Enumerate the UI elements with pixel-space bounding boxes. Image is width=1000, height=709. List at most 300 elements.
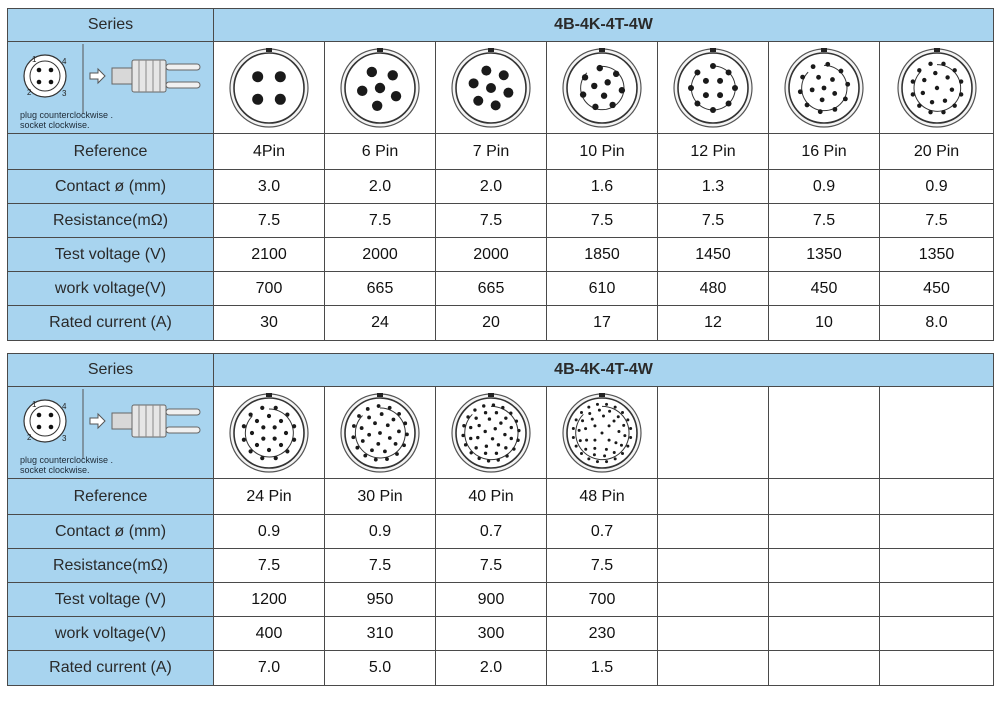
row-label-rated-current: Rated current (A): [8, 306, 214, 341]
pin-contact-dot: [928, 61, 932, 65]
pin-contact-dot: [261, 425, 265, 429]
empty-cell: [658, 515, 769, 549]
test-voltage-cell: 1450: [658, 238, 769, 272]
pin-contact-dot: [732, 85, 738, 91]
rated-current-cell: 20: [436, 306, 547, 341]
pin-contact-dot: [510, 436, 513, 439]
pin-contact-dot: [843, 96, 848, 101]
pin-contact-dot: [604, 79, 610, 85]
caption-line: plug counterclockwise .: [20, 110, 114, 120]
series-value: 4B-4K-4T-4W: [214, 9, 994, 42]
pin-contact-dot: [928, 109, 932, 113]
pin-contact-dot: [703, 77, 709, 83]
rated-current-cell: 24: [325, 306, 436, 341]
row-label-test-voltage: Test voltage (V): [8, 583, 214, 617]
pin-contact-dot: [917, 68, 921, 72]
pin-contact-dot: [285, 412, 289, 416]
pin-contact-dot: [818, 109, 823, 114]
test-voltage-cell: 900: [436, 583, 547, 617]
pin-face-cell: [547, 42, 658, 134]
pin-contact-dot: [580, 452, 583, 455]
pin-contact-dot: [402, 443, 406, 447]
empty-cell: [769, 387, 880, 479]
pin-contact-dot: [273, 425, 277, 429]
7-pin-face-icon: [449, 46, 533, 130]
pin-contact-dot: [822, 85, 827, 90]
pin-contact-dot: [499, 421, 502, 424]
row-label-contact: Contact ø (mm): [8, 515, 214, 549]
pin-contact-dot: [929, 99, 933, 103]
pin-contact-dot: [811, 64, 816, 69]
pin-contact-dot: [580, 410, 583, 413]
caption-line: socket clockwise.: [20, 120, 90, 130]
pin-contact-dot: [620, 443, 623, 446]
pin-contact-dot: [279, 418, 283, 422]
row-label-work-voltage: work voltage(V): [8, 617, 214, 651]
pin-face-cell: [547, 387, 658, 479]
pin-contact-dot: [941, 61, 945, 65]
pin-contact-dot: [476, 435, 479, 438]
pin-contact-dot: [710, 63, 716, 69]
test-voltage-cell: 700: [547, 583, 658, 617]
pin-contact-dot: [374, 457, 378, 461]
pin-contact-dot: [285, 449, 289, 453]
caption-line: socket clockwise.: [20, 465, 90, 475]
pin-contact-dot: [703, 92, 709, 98]
pin-contact-dot: [284, 430, 288, 434]
pin-contact-dot: [581, 419, 584, 422]
pin-contact-dot: [608, 409, 611, 412]
pin-contact-dot: [482, 404, 485, 407]
pin-contact-dot: [584, 447, 587, 450]
pin-contact-dot: [252, 71, 263, 82]
reference-cell: 6 Pin: [325, 134, 436, 170]
pin-contact-dot: [497, 458, 500, 461]
row-label-resistance: Resistance(mΩ): [8, 549, 214, 583]
pin-contact-dot: [249, 449, 253, 453]
pin-contact-dot: [275, 71, 286, 82]
pin-contact-dot: [601, 431, 604, 434]
row-label-rated-current: Rated current (A): [8, 651, 214, 686]
pin-contact-dot: [491, 100, 501, 110]
pin-contact-dot: [820, 97, 825, 102]
work-voltage-cell: 700: [214, 272, 325, 306]
pin-contact-dot: [593, 453, 596, 456]
diagram-number: 4: [62, 57, 67, 66]
pin-contact-dot: [242, 424, 246, 428]
pin-contact-dot: [373, 421, 377, 425]
pin-contact-dot: [275, 93, 286, 104]
pin-contact-dot: [603, 454, 606, 457]
pin-contact-dot: [575, 418, 578, 421]
pin-contact-dot: [845, 81, 850, 86]
pin-face-cell: [325, 42, 436, 134]
work-voltage-cell: 665: [436, 272, 547, 306]
reference-cell: 10 Pin: [547, 134, 658, 170]
pin-contact-dot: [395, 452, 399, 456]
pin-contact-dot: [614, 457, 617, 460]
pin-face-cell: [325, 387, 436, 479]
pin-contact-dot: [487, 459, 490, 462]
empty-cell: [658, 479, 769, 515]
pin-contact-dot: [466, 415, 469, 418]
empty-cell: [769, 479, 880, 515]
pin-contact-dot: [597, 64, 603, 70]
pin-contact-dot: [473, 95, 483, 105]
pin-contact-dot: [608, 424, 611, 427]
pin-contact-dot: [352, 424, 356, 428]
contact-cell: 0.9: [880, 170, 994, 204]
pin-contact-dot: [492, 403, 495, 406]
pin-contact-dot: [958, 79, 962, 83]
pin-contact-dot: [613, 450, 616, 453]
pin-contact-dot: [945, 75, 949, 79]
pin-contact-dot: [816, 74, 821, 79]
pin-face-cell: [880, 42, 994, 134]
pin-contact-dot: [952, 103, 956, 107]
row-label-work-voltage: work voltage(V): [8, 272, 214, 306]
diagram-number: 2: [27, 88, 32, 97]
pin-contact-dot: [588, 412, 591, 415]
pin-contact-dot: [833, 106, 838, 111]
pin-contact-dot: [505, 454, 508, 457]
pin-contact-dot: [497, 443, 500, 446]
40-pin-face-icon: [449, 391, 533, 475]
pin-contact-dot: [388, 405, 392, 409]
pin-contact-dot: [617, 415, 620, 418]
pin-contact-dot: [949, 87, 953, 91]
pin-contact-dot: [486, 83, 496, 93]
pin-contact-dot: [952, 68, 956, 72]
pin-contact-dot: [605, 402, 608, 405]
pin-contact-dot: [798, 89, 803, 94]
contact-cell: 0.7: [547, 515, 658, 549]
pin-contact-dot: [593, 424, 596, 427]
pin-face-cell: [658, 42, 769, 134]
pin-contact-dot: [267, 447, 271, 451]
pin-contact-dot: [614, 405, 617, 408]
resistance-cell: 7.5: [769, 204, 880, 238]
pin-contact-dot: [385, 457, 389, 461]
rated-current-cell: 10: [769, 306, 880, 341]
pin-contact-dot: [477, 423, 480, 426]
test-voltage-cell: 950: [325, 583, 436, 617]
pin-contact-dot: [717, 77, 723, 83]
pin-contact-dot: [917, 103, 921, 107]
4-pin-face-icon: [227, 46, 311, 130]
work-voltage-cell: 310: [325, 617, 436, 651]
pin-contact-dot: [462, 424, 465, 427]
resistance-cell: 7.5: [325, 549, 436, 583]
rated-current-cell: 12: [658, 306, 769, 341]
pin-contact-dot: [504, 446, 507, 449]
work-voltage-cell: 610: [547, 272, 658, 306]
reference-cell: 40 Pin: [436, 479, 547, 515]
resistance-cell: 7.5: [880, 204, 994, 238]
pin-contact-dot: [388, 70, 398, 80]
pin-contact-dot: [832, 91, 837, 96]
pin-contact-dot: [958, 92, 962, 96]
pin-contact-dot: [250, 430, 254, 434]
pin-contact-dot: [477, 456, 480, 459]
row-label-reference: Reference: [8, 479, 214, 515]
pin-contact-dot: [357, 414, 361, 418]
pin-contact-dot: [383, 449, 387, 453]
pin-contact-dot: [629, 426, 632, 429]
pin-contact-dot: [386, 423, 390, 427]
contact-cell: 1.3: [658, 170, 769, 204]
pin-contact-dot: [572, 436, 575, 439]
pin-contact-dot: [591, 82, 597, 88]
empty-cell: [880, 617, 994, 651]
pin-contact-dot: [578, 428, 581, 431]
contact-cell: 3.0: [214, 170, 325, 204]
pin-contact-dot: [367, 415, 371, 419]
pin-contact-dot: [591, 417, 594, 420]
pin-contact-dot: [602, 414, 605, 417]
48-pin-face-icon: [560, 391, 644, 475]
pin-contact-dot: [609, 101, 615, 107]
pin-contact-dot: [515, 419, 518, 422]
pin-contact-dot: [596, 460, 599, 463]
pin-contact-dot: [619, 87, 625, 93]
pin-contact-dot: [613, 70, 619, 76]
pin-contact-dot: [726, 100, 732, 106]
pin-contact-dot: [501, 405, 504, 408]
pin-face-cell: [436, 387, 547, 479]
reference-cell: 24 Pin: [214, 479, 325, 515]
pin-contact-dot: [260, 456, 264, 460]
work-voltage-cell: 665: [325, 272, 436, 306]
row-label-reference: Reference: [8, 134, 214, 170]
pin-contact-dot: [580, 91, 586, 97]
pin-contact-dot: [626, 444, 629, 447]
pin-contact-dot: [717, 92, 723, 98]
pin-contact-dot: [839, 68, 844, 73]
pin-contact-dot: [367, 66, 377, 76]
pin-contact-dot: [485, 444, 488, 447]
pin-face-cell: [214, 42, 325, 134]
pin-contact-dot: [255, 418, 259, 422]
pin-contact-dot: [394, 442, 398, 446]
pin-contact-dot: [469, 78, 479, 88]
pin-face-cell: [214, 387, 325, 479]
10-pin-face-icon: [560, 46, 644, 130]
30-pin-face-icon: [338, 391, 422, 475]
diagram-number: 2: [27, 433, 32, 442]
reference-cell: 7 Pin: [436, 134, 547, 170]
pin-contact-dot: [509, 411, 512, 414]
pin-contact-dot: [360, 426, 364, 430]
pin-contact-dot: [617, 430, 620, 433]
empty-cell: [658, 549, 769, 583]
test-voltage-cell: 2000: [436, 238, 547, 272]
diagram-number: 4: [62, 402, 67, 411]
work-voltage-cell: 480: [658, 272, 769, 306]
reference-cell: 30 Pin: [325, 479, 436, 515]
row-label-contact: Contact ø (mm): [8, 170, 214, 204]
empty-cell: [880, 651, 994, 686]
pin-contact-dot: [582, 74, 588, 80]
series-value: 4B-4K-4T-4W: [214, 354, 994, 387]
empty-cell: [769, 549, 880, 583]
test-voltage-cell: 2100: [214, 238, 325, 272]
pin-contact-dot: [375, 82, 385, 92]
empty-cell: [880, 387, 994, 479]
pin-contact-dot: [274, 456, 278, 460]
16-pin-face-icon: [782, 46, 866, 130]
pin-contact-dot: [910, 79, 914, 83]
pin-contact-dot: [934, 85, 938, 89]
reference-cell: 4Pin: [214, 134, 325, 170]
pin-contact-dot: [249, 412, 253, 416]
pin-contact-dot: [933, 70, 937, 74]
pin-contact-dot: [491, 437, 494, 440]
pin-contact-dot: [261, 436, 265, 440]
pin-contact-dot: [292, 424, 296, 428]
pin-contact-dot: [474, 416, 477, 419]
pin-contact-dot: [361, 439, 365, 443]
pin-contact-dot: [242, 437, 246, 441]
pin-contact-dot: [484, 451, 487, 454]
pin-contact-dot: [372, 100, 382, 110]
pin-contact-dot: [614, 441, 617, 444]
pin-contact-dot: [726, 69, 732, 75]
pin-contact-dot: [292, 437, 296, 441]
pin-contact-dot: [377, 404, 381, 408]
pin-contact-dot: [805, 102, 810, 107]
pin-contact-dot: [357, 85, 367, 95]
resistance-cell: 7.5: [436, 204, 547, 238]
spec-table-2: [7, 353, 994, 686]
pin-contact-dot: [252, 93, 263, 104]
pin-contact-dot: [355, 445, 359, 449]
resistance-cell: 7.5: [547, 549, 658, 583]
pin-contact-dot: [585, 438, 588, 441]
resistance-cell: 7.5: [325, 204, 436, 238]
test-voltage-cell: 1350: [880, 238, 994, 272]
contact-cell: 0.9: [325, 515, 436, 549]
pin-contact-dot: [941, 109, 945, 113]
pin-contact-dot: [267, 413, 271, 417]
pin-contact-dot: [575, 444, 578, 447]
pin-contact-dot: [405, 432, 409, 436]
reference-cell: 12 Pin: [658, 134, 769, 170]
spec-table-1: [7, 8, 994, 341]
pin-contact-dot: [370, 448, 374, 452]
contact-cell: 0.9: [214, 515, 325, 549]
pin-contact-dot: [601, 92, 607, 98]
pin-contact-dot: [910, 92, 914, 96]
pin-contact-dot: [579, 439, 582, 442]
resistance-cell: 7.5: [214, 549, 325, 583]
empty-cell: [769, 651, 880, 686]
pin-contact-dot: [397, 429, 401, 433]
reference-cell: 16 Pin: [769, 134, 880, 170]
pin-contact-dot: [587, 457, 590, 460]
row-label-test-voltage: Test voltage (V): [8, 238, 214, 272]
pin-face-cell: [436, 42, 547, 134]
pin-contact-dot: [516, 438, 519, 441]
pin-contact-dot: [274, 405, 278, 409]
pin-contact-dot: [626, 418, 629, 421]
empty-cell: [769, 583, 880, 617]
pin-contact-dot: [605, 460, 608, 463]
series-label: Series: [8, 354, 214, 387]
rated-current-cell: 5.0: [325, 651, 436, 686]
empty-cell: [880, 583, 994, 617]
empty-cell: [880, 515, 994, 549]
pin-contact-dot: [592, 103, 598, 109]
rated-current-cell: 7.0: [214, 651, 325, 686]
empty-cell: [769, 515, 880, 549]
pin-contact-dot: [623, 434, 626, 437]
pin-contact-dot: [942, 98, 946, 102]
pin-contact-dot: [473, 408, 476, 411]
empty-cell: [769, 617, 880, 651]
pin-contact-dot: [481, 65, 491, 75]
contact-cell: 1.6: [547, 170, 658, 204]
pin-contact-dot: [255, 442, 259, 446]
test-voltage-cell: 2000: [325, 238, 436, 272]
work-voltage-cell: 230: [547, 617, 658, 651]
pin-contact-dot: [494, 427, 497, 430]
diagram-number: 1: [32, 400, 37, 409]
pin-contact-dot: [469, 425, 472, 428]
work-voltage-cell: 450: [769, 272, 880, 306]
pin-contact-dot: [710, 107, 716, 113]
test-voltage-cell: 1350: [769, 238, 880, 272]
20-pin-face-icon: [895, 46, 979, 130]
pin-contact-dot: [503, 432, 506, 435]
pin-contact-dot: [810, 87, 815, 92]
pin-contact-dot: [598, 408, 601, 411]
6-pin-face-icon: [338, 46, 422, 130]
empty-cell: [658, 387, 769, 479]
pin-contact-dot: [495, 451, 498, 454]
pin-contact-dot: [593, 446, 596, 449]
rated-current-cell: 17: [547, 306, 658, 341]
pin-contact-dot: [470, 451, 473, 454]
pin-face-cell: [769, 42, 880, 134]
pin-contact-dot: [397, 412, 401, 416]
pin-contact-dot: [510, 425, 513, 428]
pin-contact-dot: [920, 90, 924, 94]
rated-current-cell: 30: [214, 306, 325, 341]
rated-current-cell: 1.5: [547, 651, 658, 686]
pin-contact-dot: [366, 407, 370, 411]
pin-contact-dot: [605, 447, 608, 450]
pin-contact-dot: [517, 428, 520, 431]
pin-contact-dot: [474, 446, 477, 449]
pin-contact-dot: [363, 453, 367, 457]
pin-contact-dot: [391, 90, 401, 100]
pin-contact-dot: [621, 452, 624, 455]
reference-cell: 20 Pin: [880, 134, 994, 170]
work-voltage-cell: 300: [436, 617, 547, 651]
empty-cell: [658, 651, 769, 686]
pin-contact-dot: [351, 435, 355, 439]
test-voltage-cell: 1850: [547, 238, 658, 272]
rated-current-cell: 2.0: [436, 651, 547, 686]
pin-contact-dot: [830, 77, 835, 82]
pin-contact-dot: [488, 417, 491, 420]
pin-contact-dot: [621, 410, 624, 413]
empty-cell: [658, 583, 769, 617]
resistance-cell: 7.5: [658, 204, 769, 238]
pin-contact-dot: [587, 405, 590, 408]
12-pin-face-icon: [671, 46, 755, 130]
